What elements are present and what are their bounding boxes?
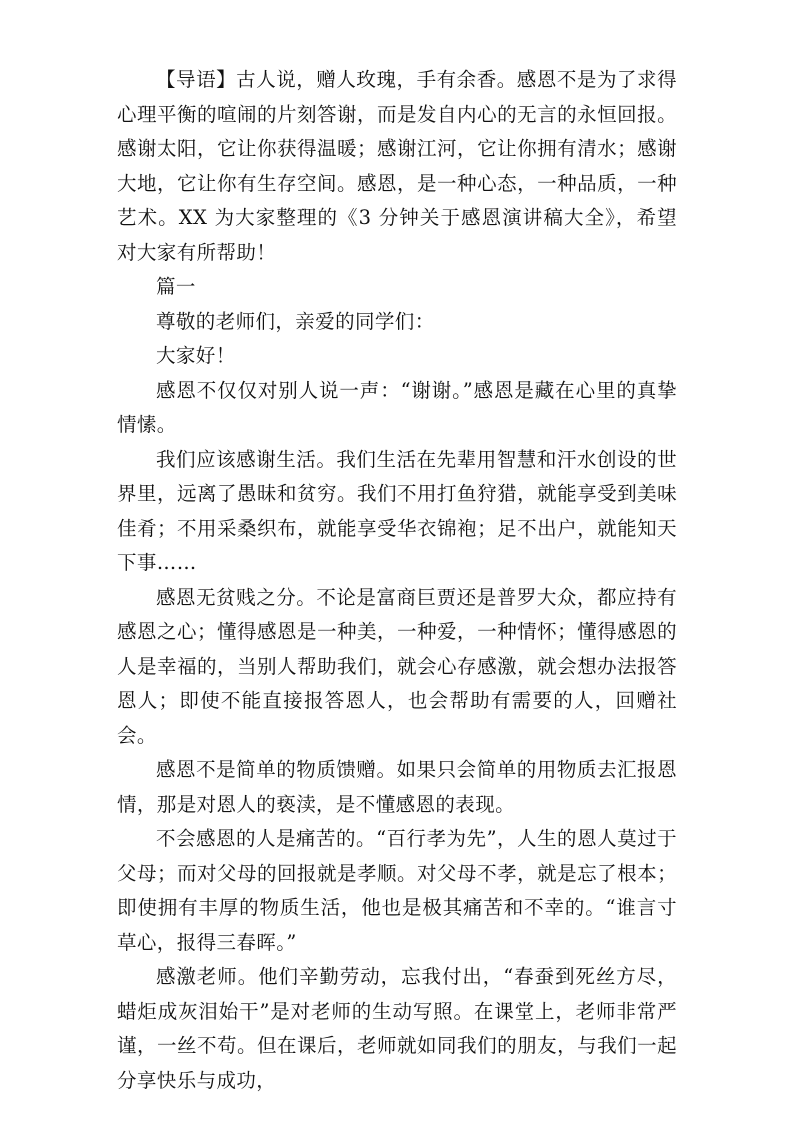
body-paragraph: 感恩不是简单的物质馈赠。如果只会简单的用物质去汇报恩情，那是对恩人的亵渎，是不懂感恩的表现。 — [117, 758, 677, 816]
section-heading: 篇一 — [156, 275, 196, 298]
body-paragraph: 不会感恩的人是痛苦的。“百行孝为先”，人生的恩人莫过于父母；而对父母的回报就是孝顺。对父母不孝，就是忘了根本；即使拥有丰厚的物质生活，他也是极其痛苦和不幸的。“谁言寸草心，报得三春晖。” — [117, 827, 677, 954]
body-paragraph: 我们应该感谢生活。我们生活在先辈用智慧和汗水创设的世界里，远离了愚昧和贫穷。我们不用打鱼狩猎，就能享受到美味佳肴；不用采桑织布，就能享受华衣锦袍；足不出户，就能知天下事…… — [117, 447, 677, 574]
salutation: 尊敬的老师们，亲爱的同学们： — [156, 309, 435, 333]
intro-paragraph: 【导语】古人说，赠人玫瑰，手有余香。感恩不是为了求得心理平衡的喧闹的片刻答谢，而是发自内心的无言的永恒回报。感谢太阳，它让你获得温暖；感谢江河，它让你拥有清水；感谢大地，它让你有生存空间。感恩，是一种心态，一种品质，一种艺术。XX 为大家整理的《3 分钟关于感恩演讲稿大全》，希望对大家有所帮助！ — [117, 68, 677, 264]
body-paragraph: 感恩不仅仅对别人说一声：“谢谢。”感恩是藏在心里的真挚情愫。 — [117, 378, 677, 436]
greeting: 大家好！ — [156, 344, 236, 367]
body-paragraph: 感激老师。他们辛勤劳动，忘我付出，“春蚕到死丝方尽，蜡炬成灰泪始干”是对老师的生动写照。在课堂上，老师非常严谨，一丝不苟。但在课后，老师就如同我们的朋友，与我们一起分享快乐与成功， — [117, 965, 677, 1092]
body-paragraph: 感恩无贫贱之分。不论是富商巨贾还是普罗大众，都应持有感恩之心；懂得感恩是一种美，一种爱，一种情怀；懂得感恩的人是幸福的，当别人帮助我们，就会心存感激，就会想办法报答恩人；即使不能直接报答恩人，也会帮助有需要的人，回赠社会。 — [117, 585, 677, 747]
document-body — [117, 63, 677, 1098]
